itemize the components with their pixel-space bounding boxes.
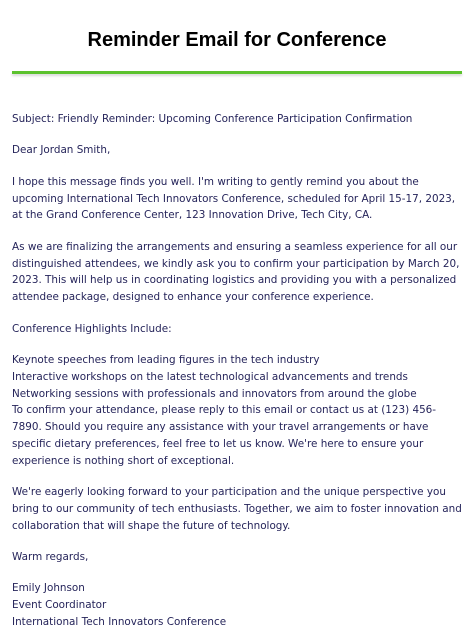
page-title: Reminder Email for Conference: [87, 29, 387, 51]
highlight-item: Keynote speeches from leading figures in the tech industry: [12, 353, 320, 366]
signature-organization: International Tech Innovators Conference: [12, 616, 227, 629]
title-divider: [12, 71, 462, 74]
email-body: [12, 111, 464, 631]
email-paragraph-request: As we are finalizing the arrangements and ensuring a seamless experience for all our distinguished attendees, we kindly ask you to confirm your participation by March 20, 2023. This will help us in coordinating logistics and providing you with a personalized attendee package, designed to enhance your conference experience.: [12, 240, 460, 304]
email-subject: Subject: Friendly Reminder: Upcoming Conference Participation Confirmation: [12, 113, 413, 125]
signature-name: Emily Johnson: [12, 582, 85, 595]
highlight-item: Interactive workshops on the latest technological advancements and trends: [12, 370, 408, 383]
email-closing: Warm regards,: [12, 551, 89, 564]
highlights-list: [12, 352, 464, 402]
email-paragraph-confirm: To confirm your attendance, please reply to this email or contact us at (123) 456-7890. Should you require any assistance with your travel arrangements or have specific dietary preferences, feel free to let us know. We're here to ensure your experience is nothing short of exceptional.: [12, 404, 437, 467]
signature-block: [12, 580, 464, 630]
email-paragraph-closing: We're eagerly looking forward to your participation and the unique perspective you bring to our community of tech enthusiasts. Together, we aim to foster innovation and collaboration that will shape the future of technology.: [12, 486, 462, 532]
highlight-item: Networking sessions with professionals and innovators from around the globe: [12, 387, 417, 400]
highlights-heading: Conference Highlights Include:: [12, 322, 172, 335]
email-greeting: Dear Jordan Smith,: [12, 144, 111, 157]
signature-role: Event Coordinator: [12, 599, 107, 612]
email-paragraph-intro: I hope this message finds you well. I'm writing to gently remind you about the upcoming International Tech Innovators Conference, scheduled for April 15-17, 2023, at the Grand Conference Center, 123 Innovation Drive, Tech City, CA.: [12, 175, 456, 222]
